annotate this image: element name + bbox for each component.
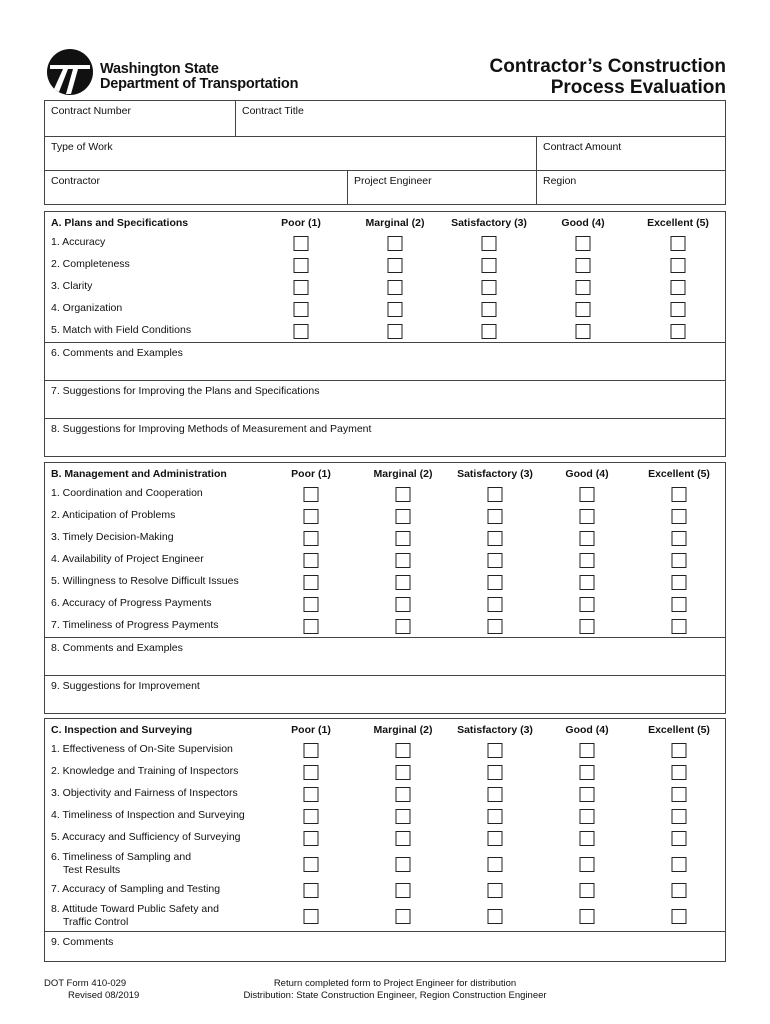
rating-checkbox-poor-1[interactable] (294, 258, 309, 273)
criterion-label: 8. Attitude Toward Public Safety and Traffic Control (51, 903, 219, 928)
type-of-work-field[interactable]: Type of Work (51, 141, 113, 153)
rating-row (45, 615, 725, 637)
form-title (490, 56, 726, 98)
rating-checkbox-poor-1[interactable] (304, 909, 319, 924)
criterion-label: 1. Effectiveness of On-Site Supervision (51, 743, 233, 755)
rating-checkbox-marginal-2[interactable] (396, 509, 411, 524)
section-title: C. Inspection and Surveying (51, 724, 193, 736)
rating-checkbox-excellent-5[interactable] (672, 553, 687, 568)
criterion-label: 1. Coordination and Cooperation (51, 487, 203, 499)
rating-checkbox-excellent-5[interactable] (672, 857, 687, 872)
rating-checkbox-good-4[interactable] (580, 857, 595, 872)
rating-checkbox-excellent-5[interactable] (671, 324, 686, 339)
rating-checkbox-poor-1[interactable] (294, 324, 309, 339)
section-management-and-administration (44, 462, 726, 714)
rating-header-poor-1: Poor (1) (291, 724, 331, 736)
rating-row (45, 593, 725, 615)
project-engineer-field[interactable]: Project Engineer (347, 171, 536, 204)
rating-checkbox-excellent-5[interactable] (672, 787, 687, 802)
rating-header-marginal-2: Marginal (2) (365, 217, 425, 229)
rating-row (45, 827, 725, 849)
return-note: Return completed form to Project Engineer for distribution (273, 978, 517, 989)
rating-row (45, 805, 725, 827)
rating-checkbox-satisfactory-3[interactable] (488, 553, 503, 568)
rating-checkbox-excellent-5[interactable] (672, 809, 687, 824)
text-field-suggestions-for-improvement[interactable]: 9. Suggestions for Improvement (45, 675, 725, 713)
rating-header-excellent-5: Excellent (5) (648, 724, 710, 736)
rating-checkbox-good-4[interactable] (580, 765, 595, 780)
contract-info-table (44, 100, 726, 205)
rating-checkbox-satisfactory-3[interactable] (488, 597, 503, 612)
rating-checkbox-poor-1[interactable] (304, 883, 319, 898)
region-field[interactable]: Region (536, 171, 725, 204)
rating-checkbox-satisfactory-3[interactable] (482, 236, 497, 251)
rating-checkbox-excellent-5[interactable] (671, 258, 686, 273)
rating-checkbox-good-4[interactable] (580, 831, 595, 846)
criterion-label: 4. Timeliness of Inspection and Surveying (51, 809, 245, 821)
rating-checkbox-excellent-5[interactable] (672, 509, 687, 524)
revision-date: Revised 08/2019 (68, 990, 140, 1001)
text-field-suggestions-for-improving-the-plans-and-specifications[interactable]: 7. Suggestions for Improving the Plans and Specifications (45, 380, 725, 418)
rating-checkbox-good-4[interactable] (580, 531, 595, 546)
criterion-label: 6. Accuracy of Progress Payments (51, 597, 212, 609)
rating-checkbox-marginal-2[interactable] (388, 324, 403, 339)
criterion-label: 3. Objectivity and Fairness of Inspectors (51, 787, 238, 799)
criterion-label: 2. Completeness (51, 258, 130, 270)
rating-row (45, 505, 725, 527)
rating-checkbox-satisfactory-3[interactable] (488, 883, 503, 898)
rating-checkbox-good-4[interactable] (580, 487, 595, 502)
rating-checkbox-marginal-2[interactable] (388, 280, 403, 295)
rating-checkbox-poor-1[interactable] (304, 575, 319, 590)
criterion-label: 7. Accuracy of Sampling and Testing (51, 883, 221, 895)
section-header (45, 719, 725, 739)
criterion-label: 5. Accuracy and Sufficiency of Surveying (51, 831, 241, 843)
rating-checkbox-poor-1[interactable] (304, 531, 319, 546)
rating-row (45, 849, 725, 879)
criterion-label: 3. Clarity (51, 280, 93, 292)
contractor-field[interactable]: Contractor (51, 175, 101, 187)
criterion-label: 6. Timeliness of Sampling and Test Results (51, 851, 192, 876)
rating-checkbox-marginal-2[interactable] (388, 236, 403, 251)
rating-checkbox-marginal-2[interactable] (396, 743, 411, 758)
rating-checkbox-marginal-2[interactable] (396, 787, 411, 802)
contract-title-field[interactable]: Contract Title (235, 101, 725, 136)
criterion-label: 4. Availability of Project Engineer (51, 553, 204, 565)
rating-header-excellent-5: Excellent (5) (647, 217, 709, 229)
distribution-note: Distribution: State Construction Engineer, Region Construction Engineer (243, 990, 547, 1001)
rating-checkbox-marginal-2[interactable] (388, 302, 403, 317)
rating-checkbox-poor-1[interactable] (304, 831, 319, 846)
rating-checkbox-good-4[interactable] (580, 553, 595, 568)
rating-checkbox-excellent-5[interactable] (672, 531, 687, 546)
rating-rows (45, 483, 725, 637)
rating-header-poor-1: Poor (1) (291, 468, 331, 480)
rating-row (45, 320, 725, 342)
rating-checkbox-satisfactory-3[interactable] (488, 619, 503, 634)
rating-header-poor-1: Poor (1) (281, 217, 321, 229)
rating-checkbox-poor-1[interactable] (304, 765, 319, 780)
agency-line-2: Department of Transportation (100, 76, 299, 92)
rating-checkbox-poor-1[interactable] (304, 619, 319, 634)
rating-checkbox-satisfactory-3[interactable] (482, 302, 497, 317)
rating-header-good-4: Good (4) (561, 217, 605, 229)
rating-checkbox-satisfactory-3[interactable] (482, 324, 497, 339)
rating-checkbox-good-4[interactable] (576, 236, 591, 251)
rating-checkbox-marginal-2[interactable] (396, 765, 411, 780)
rating-checkbox-marginal-2[interactable] (396, 831, 411, 846)
rating-checkbox-good-4[interactable] (576, 324, 591, 339)
rating-checkbox-good-4[interactable] (580, 509, 595, 524)
rating-checkbox-good-4[interactable] (580, 597, 595, 612)
rating-row (45, 761, 725, 783)
contract-number-field[interactable]: Contract Number (51, 105, 131, 117)
rating-header-good-4: Good (4) (565, 724, 609, 736)
rating-row (45, 298, 725, 320)
rating-header-marginal-2: Marginal (2) (373, 468, 433, 480)
criterion-label: 7. Timeliness of Progress Payments (51, 619, 219, 631)
rating-checkbox-good-4[interactable] (580, 883, 595, 898)
rating-checkbox-excellent-5[interactable] (671, 280, 686, 295)
rating-checkbox-marginal-2[interactable] (396, 619, 411, 634)
rating-header-satisfactory-3: Satisfactory (3) (457, 724, 533, 736)
rating-row (45, 571, 725, 593)
contract-amount-field[interactable]: Contract Amount (536, 137, 725, 170)
rating-checkbox-excellent-5[interactable] (671, 302, 686, 317)
rating-row (45, 549, 725, 571)
rating-header-marginal-2: Marginal (2) (373, 724, 433, 736)
rating-checkbox-satisfactory-3[interactable] (488, 831, 503, 846)
rating-row (45, 783, 725, 805)
rating-checkbox-marginal-2[interactable] (396, 553, 411, 568)
rating-checkbox-good-4[interactable] (580, 809, 595, 824)
rating-checkbox-satisfactory-3[interactable] (488, 531, 503, 546)
rating-checkbox-poor-1[interactable] (304, 743, 319, 758)
form-number: DOT Form 410-029 (44, 978, 127, 989)
rating-checkbox-good-4[interactable] (576, 258, 591, 273)
rating-checkbox-marginal-2[interactable] (396, 531, 411, 546)
text-field-comments[interactable]: 9. Comments (45, 931, 725, 961)
section-header (45, 463, 725, 483)
rating-row (45, 879, 725, 901)
rating-checkbox-poor-1[interactable] (304, 809, 319, 824)
rating-checkbox-excellent-5[interactable] (672, 619, 687, 634)
rating-header-excellent-5: Excellent (5) (648, 468, 710, 480)
rating-checkbox-satisfactory-3[interactable] (488, 787, 503, 802)
section-plans-and-specifications (44, 211, 726, 457)
rating-checkbox-satisfactory-3[interactable] (488, 765, 503, 780)
rating-checkbox-satisfactory-3[interactable] (488, 487, 503, 502)
rating-checkbox-marginal-2[interactable] (396, 883, 411, 898)
criterion-label: 2. Knowledge and Training of Inspectors (51, 765, 239, 777)
criterion-label: 1. Accuracy (51, 236, 106, 248)
rating-row (45, 901, 725, 931)
rating-checkbox-excellent-5[interactable] (672, 743, 687, 758)
section-inspection-and-surveying (44, 718, 726, 962)
rating-checkbox-marginal-2[interactable] (396, 597, 411, 612)
criterion-label: 4. Organization (51, 302, 123, 314)
rating-checkbox-satisfactory-3[interactable] (488, 509, 503, 524)
rating-checkbox-excellent-5[interactable] (672, 909, 687, 924)
rating-checkbox-excellent-5[interactable] (672, 883, 687, 898)
rating-checkbox-excellent-5[interactable] (672, 575, 687, 590)
rating-checkbox-poor-1[interactable] (294, 280, 309, 295)
rating-header-satisfactory-3: Satisfactory (3) (457, 468, 533, 480)
rating-checkbox-excellent-5[interactable] (672, 597, 687, 612)
rating-checkbox-excellent-5[interactable] (672, 487, 687, 502)
criterion-label: 2. Anticipation of Problems (51, 509, 176, 521)
form-title-line-2: Process Evaluation (550, 77, 726, 98)
rating-checkbox-marginal-2[interactable] (396, 487, 411, 502)
rating-rows (45, 232, 725, 342)
rating-checkbox-satisfactory-3[interactable] (488, 743, 503, 758)
criterion-label: 5. Match with Field Conditions (51, 324, 192, 336)
rating-checkbox-satisfactory-3[interactable] (488, 575, 503, 590)
rating-row (45, 232, 725, 254)
rating-checkbox-poor-1[interactable] (294, 302, 309, 317)
rating-checkbox-good-4[interactable] (576, 280, 591, 295)
text-field-comments-and-examples[interactable]: 8. Comments and Examples (45, 637, 725, 675)
rating-checkbox-excellent-5[interactable] (672, 831, 687, 846)
rating-checkbox-good-4[interactable] (580, 909, 595, 924)
rating-header-satisfactory-3: Satisfactory (3) (451, 217, 527, 229)
rating-checkbox-marginal-2[interactable] (396, 809, 411, 824)
form-title-line-1: Contractor’s Construction (489, 56, 726, 77)
rating-checkbox-excellent-5[interactable] (671, 236, 686, 251)
rating-row (45, 527, 725, 549)
rating-row (45, 254, 725, 276)
rating-checkbox-satisfactory-3[interactable] (488, 857, 503, 872)
rating-checkbox-poor-1[interactable] (304, 487, 319, 502)
rating-checkbox-satisfactory-3[interactable] (488, 909, 503, 924)
rating-checkbox-marginal-2[interactable] (396, 575, 411, 590)
agency-line-1: Washington State (100, 61, 219, 77)
rating-checkbox-excellent-5[interactable] (672, 765, 687, 780)
rating-checkbox-marginal-2[interactable] (388, 258, 403, 273)
rating-row (45, 483, 725, 505)
rating-checkbox-poor-1[interactable] (304, 787, 319, 802)
section-title: B. Management and Administration (51, 468, 227, 480)
rating-rows (45, 739, 725, 931)
rating-checkbox-poor-1[interactable] (304, 553, 319, 568)
text-field-comments-and-examples[interactable]: 6. Comments and Examples (45, 342, 725, 380)
rating-checkbox-poor-1[interactable] (304, 509, 319, 524)
wsdot-logo-icon (46, 48, 94, 96)
agency-name (100, 62, 298, 92)
rating-checkbox-satisfactory-3[interactable] (482, 280, 497, 295)
rating-checkbox-good-4[interactable] (576, 302, 591, 317)
form-header (44, 46, 726, 100)
rating-row (45, 739, 725, 761)
rating-checkbox-marginal-2[interactable] (396, 909, 411, 924)
text-field-suggestions-for-improving-methods-of-measurement-and-payment[interactable]: 8. Suggestions for Improving Methods of Measurement and Payment (45, 418, 725, 456)
rating-checkbox-poor-1[interactable] (304, 857, 319, 872)
rating-checkbox-satisfactory-3[interactable] (488, 809, 503, 824)
rating-header-good-4: Good (4) (565, 468, 609, 480)
criterion-label: 3. Timely Decision-Making (51, 531, 174, 543)
section-header (45, 212, 725, 232)
rating-checkbox-good-4[interactable] (580, 575, 595, 590)
rating-checkbox-good-4[interactable] (580, 787, 595, 802)
criterion-label: 5. Willingness to Resolve Difficult Issues (51, 575, 239, 587)
section-title: A. Plans and Specifications (51, 217, 189, 229)
rating-checkbox-poor-1[interactable] (304, 597, 319, 612)
rating-checkbox-poor-1[interactable] (294, 236, 309, 251)
rating-row (45, 276, 725, 298)
rating-checkbox-marginal-2[interactable] (396, 857, 411, 872)
rating-checkbox-good-4[interactable] (580, 619, 595, 634)
rating-checkbox-good-4[interactable] (580, 743, 595, 758)
rating-checkbox-satisfactory-3[interactable] (482, 258, 497, 273)
